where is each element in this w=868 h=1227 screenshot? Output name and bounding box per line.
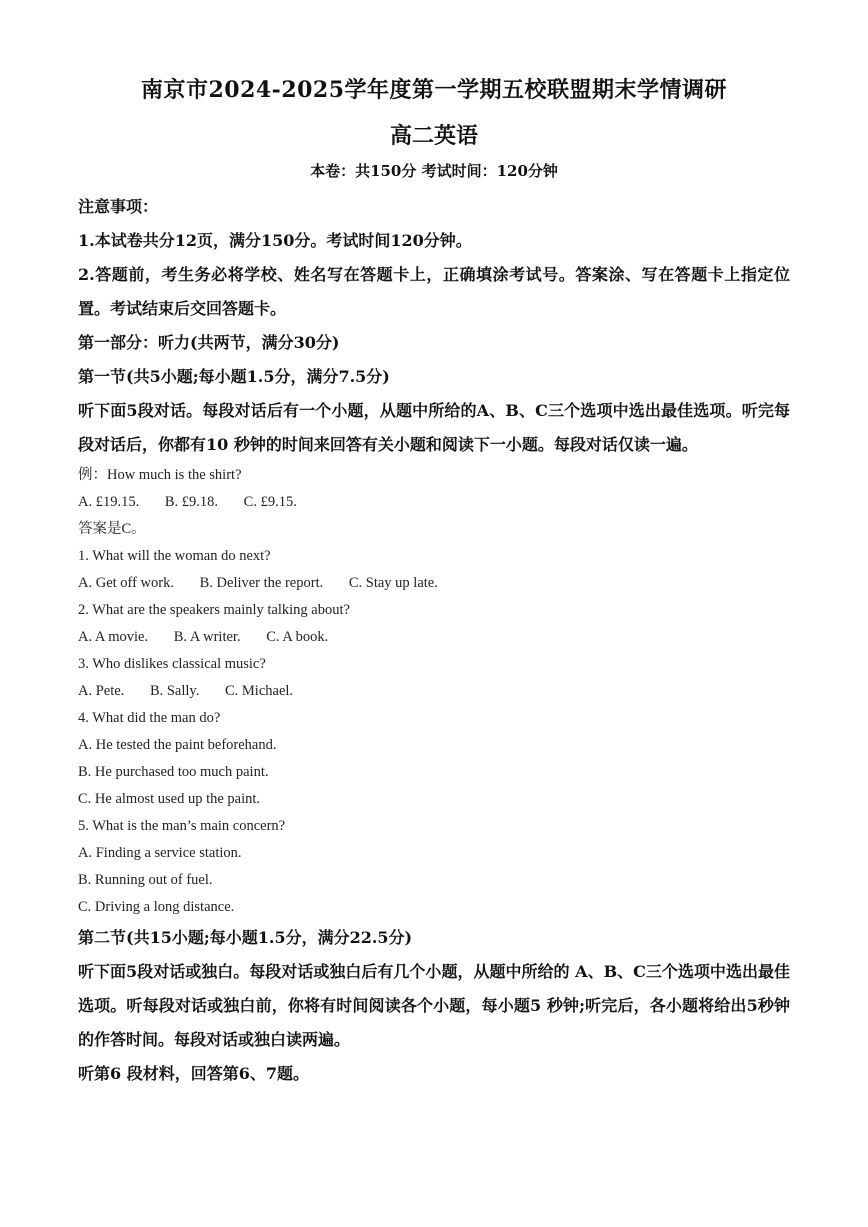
example-options xyxy=(78,489,790,516)
notes-heading: 注意事项： xyxy=(78,197,159,216)
example-answer: 答案是C。 xyxy=(78,521,146,537)
example-question: 例：How much is the shirt? xyxy=(78,467,242,483)
question-3 xyxy=(78,651,790,705)
answer-option: A. Finding a service station. xyxy=(78,845,242,861)
question-stem: 3. Who dislikes classical music? xyxy=(78,656,266,672)
answer-option: A. A movie. xyxy=(78,629,149,645)
question-2 xyxy=(78,597,790,651)
question-5 xyxy=(78,813,790,921)
section2-heading: 第二节(共15小题;每小题1.5分，满分22.5分) xyxy=(78,928,413,947)
answer-option: B. He purchased too much paint. xyxy=(78,764,269,780)
question-stem: 2. What are the speakers mainly talking about? xyxy=(78,602,350,618)
answer-option: A. Get off work. xyxy=(78,575,174,591)
section1-heading: 第一节(共5小题;每小题1.5分，满分7.5分) xyxy=(78,367,390,386)
question-stem: 1. What will the woman do next? xyxy=(78,548,271,564)
question-stem: 4. What did the man do? xyxy=(78,710,221,726)
example-block xyxy=(78,462,790,543)
note-item: 2.答题前，考生务必将学校、姓名写在答题卡上，正确填涂考试号。答案涂、写在答题卡上指定位置。考试结束后交回答题卡。 xyxy=(78,265,790,318)
question-stem: 5. What is the man’s main concern? xyxy=(78,818,286,834)
example-option: B. £9.18. xyxy=(164,494,219,510)
question-options xyxy=(78,624,790,651)
part1-heading: 第一部分：听力(共两节，满分30分) xyxy=(78,333,340,352)
question-1 xyxy=(78,543,790,597)
section2-instructions: 听下面5段对话或独白。每段对话或独白后有几个小题，从题中所给的 A、B、C三个选项中选出最佳选项。听每段对话或独白前，你将有时间阅读各个小题，每小题5 秒钟;听完后，各小题将给出5秒钟的作答时间。每段对话或独白读两遍。 xyxy=(78,962,790,1049)
answer-option: C. A book. xyxy=(266,629,329,645)
exam-page xyxy=(78,70,790,1091)
answer-option: C. He almost used up the paint. xyxy=(78,791,261,807)
question-options xyxy=(78,678,790,705)
answer-option: A. Pete. xyxy=(78,683,125,699)
section2-lead: 听第6 段材料，回答第6、7题。 xyxy=(78,1064,309,1083)
example-option: A. £19.15. xyxy=(78,494,140,510)
section1-instructions: 听下面5段对话。每段对话后有一个小题，从题中所给的A、B、C三个选项中选出最佳选项。听完每段对话后，你都有10 秒钟的时间来回答有关小题和阅读下一小题。每段对话仅读一遍。 xyxy=(78,401,790,454)
note-item: 1.本试卷共分12页，满分150分。考试时间120分钟。 xyxy=(78,231,472,250)
answer-option: B. Deliver the report. xyxy=(199,575,324,591)
question-options xyxy=(78,570,790,597)
answer-option: C. Stay up late. xyxy=(348,575,438,591)
answer-option: C. Michael. xyxy=(224,683,294,699)
exam-title: 南京市2024-2025学年度第一学期五校联盟期末学情调研 xyxy=(140,77,728,103)
exam-meta: 本卷：共150分 考试时间：120分钟 xyxy=(310,162,558,180)
answer-option: A. He tested the paint beforehand. xyxy=(78,737,277,753)
answer-option: B. Running out of fuel. xyxy=(78,872,213,888)
answer-option: B. A writer. xyxy=(173,629,241,645)
exam-subject: 高二英语 xyxy=(389,123,478,149)
answer-option: C. Driving a long distance. xyxy=(78,899,235,915)
answer-option: B. Sally. xyxy=(149,683,200,699)
question-4 xyxy=(78,705,790,813)
example-option: C. £9.15. xyxy=(243,494,297,510)
